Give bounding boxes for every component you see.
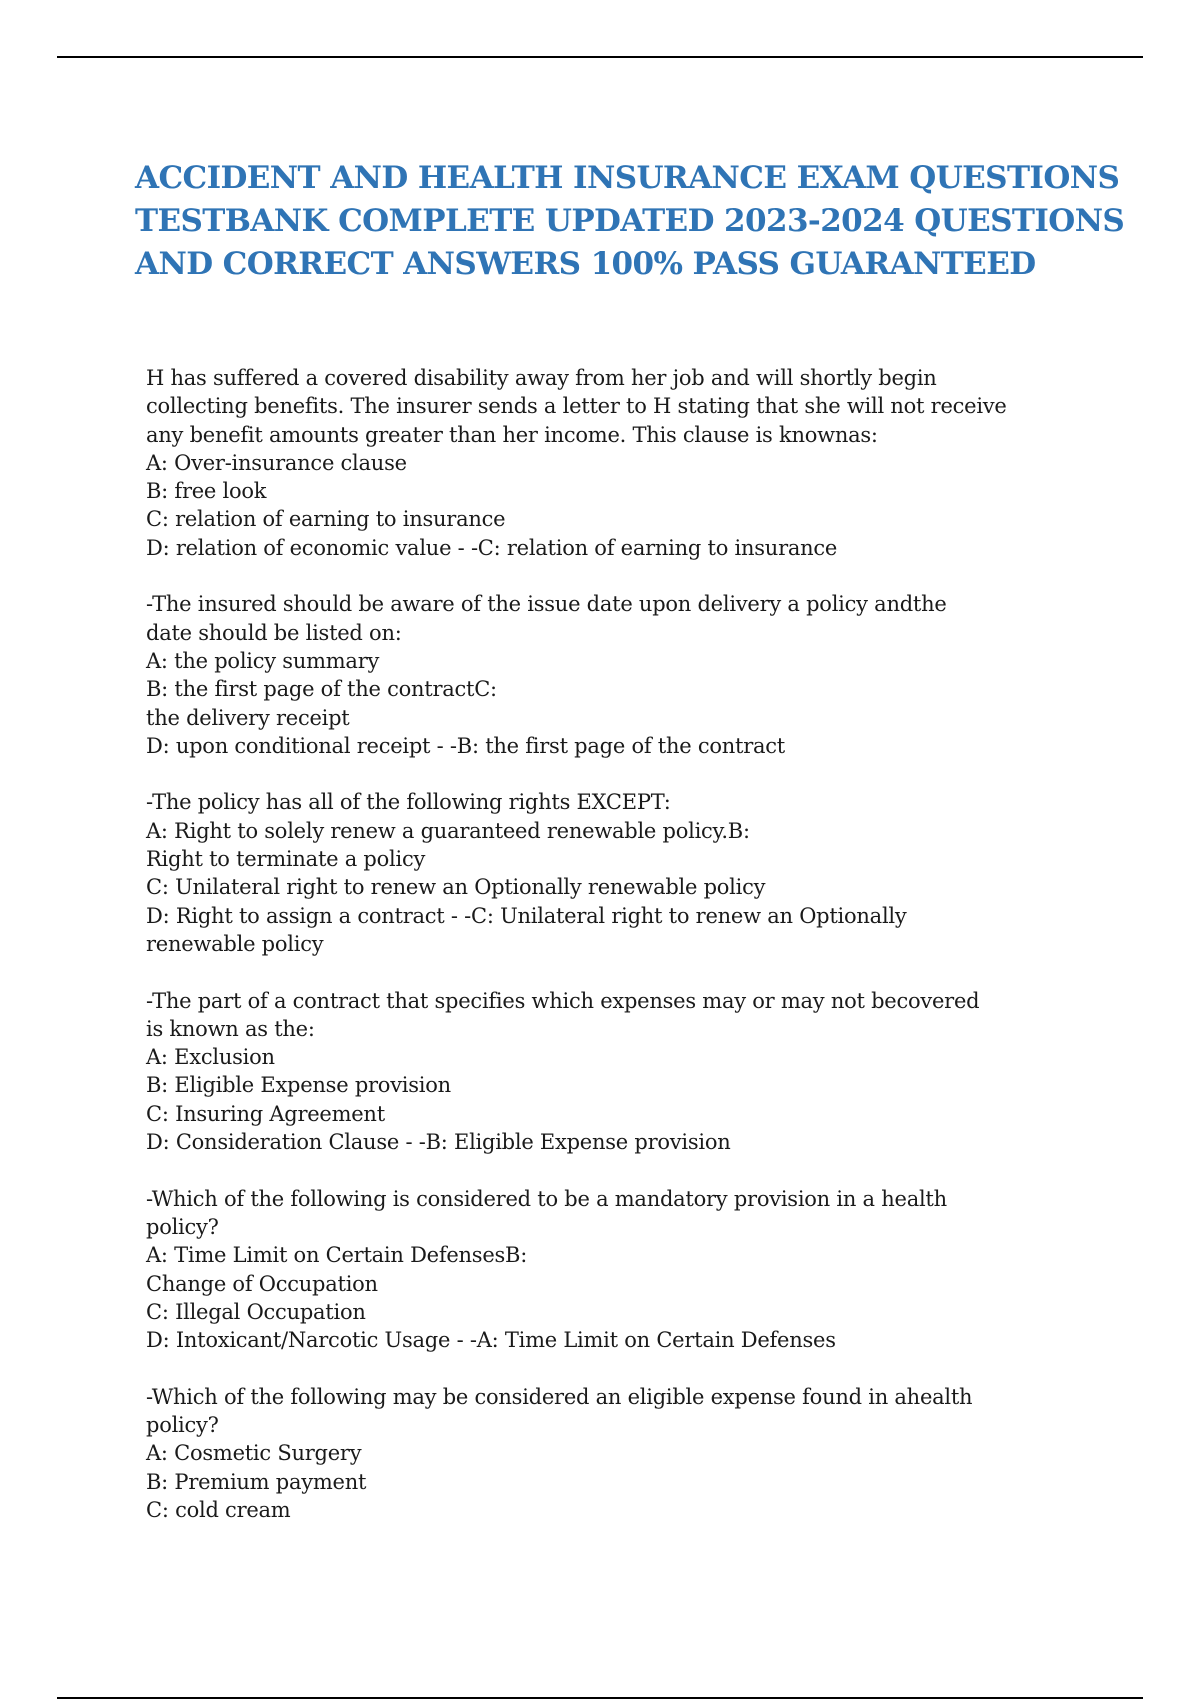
question-block <box>146 590 1086 760</box>
text-line: C: Insuring Agreement <box>146 1101 385 1126</box>
question-block <box>146 364 1086 562</box>
question-block <box>146 1383 1086 1524</box>
title-line: AND CORRECT ANSWERS 100% PASS GUARANTEED <box>135 246 1036 282</box>
text-line: A: the policy summary <box>146 648 380 673</box>
text-line: D: relation of economic value - -C: relation of earning to insurance <box>146 535 838 560</box>
text-line: A: Exclusion <box>146 1045 275 1070</box>
text-line: A: Right to solely renew a guaranteed renewable policy.B: <box>146 818 750 843</box>
text-line: C: relation of earning to insurance <box>146 507 506 532</box>
bottom-rule <box>57 1697 1143 1699</box>
text-line: is known as the: <box>146 1016 315 1041</box>
text-line: B: Premium payment <box>146 1469 367 1494</box>
text-line: D: Right to assign a contract - -C: Unilateral right to renew an Optionally <box>146 903 907 928</box>
document-title <box>135 157 1125 286</box>
top-rule <box>57 56 1143 58</box>
text-line: Right to terminate a policy <box>146 847 426 872</box>
text-line: any benefit amounts greater than her income. This clause is knownas: <box>146 422 878 447</box>
text-line: -The insured should be aware of the issue date upon delivery a policy andthe <box>146 592 947 617</box>
text-line: B: the first page of the contractC: <box>146 677 497 702</box>
document-body <box>146 364 1086 1524</box>
text-line: A: Time Limit on Certain DefensesB: <box>146 1243 528 1268</box>
text-line: -Which of the following is considered to be a mandatory provision in a health <box>146 1186 947 1211</box>
text-line: D: Consideration Clause - -B: Eligible Expense provision <box>146 1130 731 1155</box>
text-line: collecting benefits. The insurer sends a letter to H stating that she will not receive <box>146 394 1007 419</box>
text-line: -The policy has all of the following rights EXCEPT: <box>146 790 671 815</box>
text-line: C: Illegal Occupation <box>146 1299 366 1324</box>
title-line: ACCIDENT AND HEALTH INSURANCE EXAM QUESTIONS <box>135 160 1120 196</box>
text-line: C: cold cream <box>146 1497 291 1522</box>
text-line: date should be listed on: <box>146 620 402 645</box>
text-line: C: Unilateral right to renew an Optionally renewable policy <box>146 875 766 900</box>
text-line: A: Cosmetic Surgery <box>146 1441 362 1466</box>
text-line: D: Intoxicant/Narcotic Usage - -A: Time Limit on Certain Defenses <box>146 1328 836 1353</box>
text-line: -Which of the following may be considered an eligible expense found in ahealth <box>146 1384 973 1409</box>
text-line: renewable policy <box>146 931 324 956</box>
text-line: Change of Occupation <box>146 1271 378 1296</box>
text-line: policy? <box>146 1214 219 1239</box>
question-block <box>146 1185 1086 1355</box>
question-block <box>146 987 1086 1157</box>
text-line: the delivery receipt <box>146 705 350 730</box>
text-line: B: free look <box>146 479 267 504</box>
text-line: A: Over-insurance clause <box>146 450 407 475</box>
text-line: -The part of a contract that specifies which expenses may or may not becovered <box>146 988 980 1013</box>
text-line: D: upon conditional receipt - -B: the first page of the contract <box>146 733 785 758</box>
text-line: B: Eligible Expense provision <box>146 1073 451 1098</box>
text-line: policy? <box>146 1412 219 1437</box>
title-line: TESTBANK COMPLETE UPDATED 2023-2024 QUESTIONS <box>135 203 1125 239</box>
question-block <box>146 788 1086 958</box>
text-line: H has suffered a covered disability away from her job and will shortly begin <box>146 366 937 390</box>
